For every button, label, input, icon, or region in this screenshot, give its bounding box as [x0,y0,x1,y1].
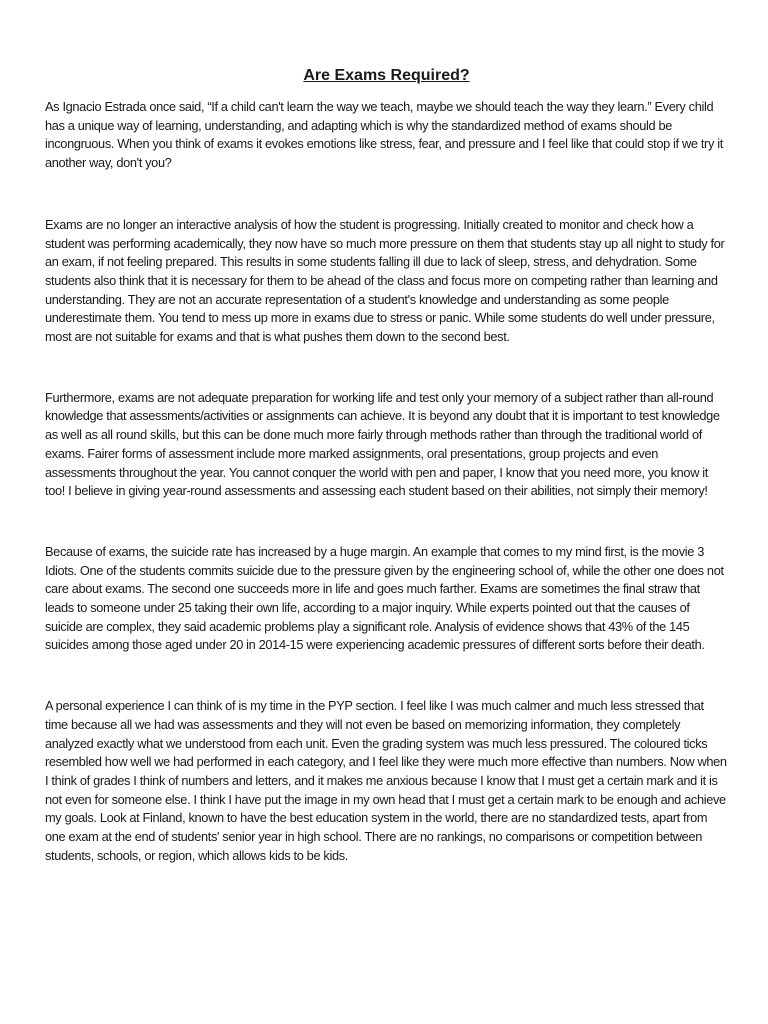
paragraph-intro: As Ignacio Estrada once said, “If a child can't learn the way we teach, maybe we should teach the way they learn.” Every child has a unique way of learning, understanding, and adapting which is why the standardized method of exams should be incongruous. When you think of exams it evokes emotions like stress, fear, and pressure and I feel like that could stop if we try it another way, don't you? [45,99,723,171]
paragraph-working-life: Furthermore, exams are not adequate preparation for working life and test only your memory of a subject rather than all-round knowledge that assessments/activities or assignments can achieve. It is beyond any doubt that it is important to test knowledge as well as all round skills, but this can be done much more fairly through methods rather than through the traditional world of exams. Fairer forms of assessment include more marked assignments, oral presentations, group projects and even assessments throughout the year. You cannot conquer the world with pen and paper, I know that you need more, you know it too! I believe in giving year-round assessments and assessing each student based on their abilities, not simply their memory! [45,389,720,499]
paragraph-suicide-rate: Because of exams, the suicide rate has increased by a huge margin. An example that comes to my mind first, is the movie 3 Idiots. One of the students commits suicide due to the pressure given by the engineering school of, while the other one does not care about exams. The second one succeeds more in life and goes much farther. Exams are sometimes the final straw that leads to someone under 25 taking their own life, according to a major inquiry. While experts pointed out that the causes of suicide are complex, they said academic problems play a significant role. Analysis of evidence shows that 43% of the 145 suicides among those aged under 20 in 2014-15 were experiencing academic pressures of different sorts before their death. [45,543,724,653]
document-title: Are Exams Required? [303,67,470,84]
paragraph-personal-experience: A personal experience I can think of is my time in the PYP section. I feel like I was much calmer and much less stressed that time because all we had was assessments and they will not even be based on memorizing information, they completely analyzed exactly what we understood from each unit. Even the grading system was much less pressured. The coloured ticks resembled how well we had performed in each category, and I feel like they were much more effective than numbers. Now when I think of grades I think of numbers and letters, and it makes me anxious because I know that I must get a certain mark and it is not even for someone else. I think I have put the image in my own head that I must get a certain mark to be enough and achieve my goals. Look at Finland, known to have the best education system in the world, there are no standardized tests, apart from one exam at the end of students' senior year in high school. There are no rankings, no comparisons or competition between students, schools, or region, which allows kids to be kids. [45,698,727,863]
paragraph-exam-pressure: Exams are no longer an interactive analysis of how the student is progressing. Initially created to monitor and check how a student was performing academically, they now have so much more pressure on them that students stay up all night to study for an exam, if not feeling prepared. This results in some students falling ill due to lack of sleep, stress, and dehydration. Some students also think that it is necessary for them to be ahead of the class and focus more on competing rather than learning and understanding. They are not an accurate representation of a student's knowledge and understanding as some people underestimate them. You tend to mess up more in exams due to stress or panic. While some students do well under pressure, most are not suitable for exams and that is what pushes them down to the second best. [45,216,725,345]
document-page [45,64,728,866]
